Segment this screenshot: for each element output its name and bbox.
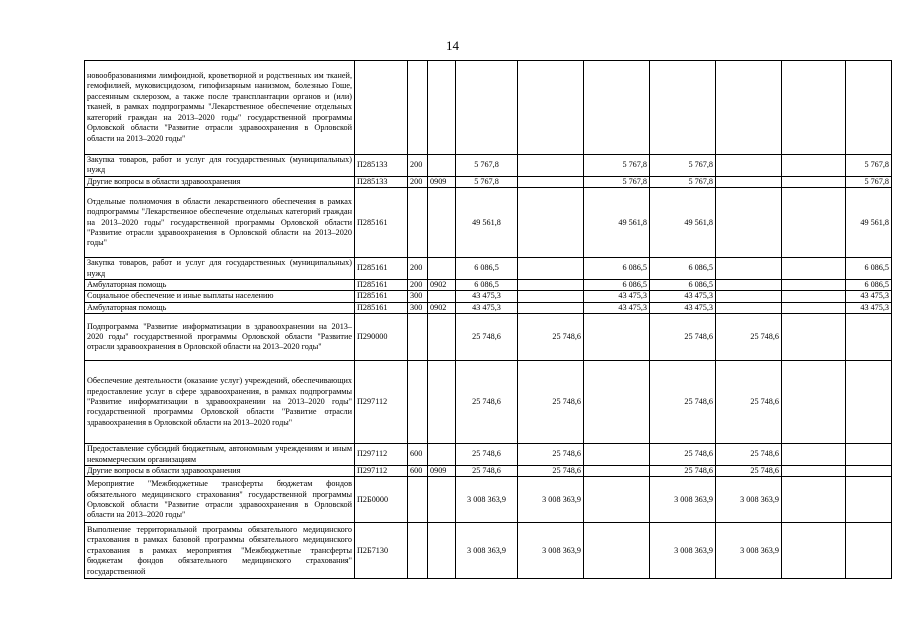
table-row (85, 302, 892, 313)
table-row (85, 314, 892, 361)
section-subsection-code (428, 155, 456, 177)
amount-col-4: 25 748,6 (650, 444, 716, 466)
section-subsection-code (428, 258, 456, 280)
item-description: Другие вопросы в области здравоохранения (85, 176, 355, 187)
amount-col-6 (782, 188, 846, 258)
target-article-code: П285161 (355, 258, 408, 280)
amount-col-5 (716, 258, 782, 280)
amount-total: 5 767,8 (456, 155, 518, 177)
amount-col-3: 6 086,5 (584, 280, 650, 291)
item-description: новообразованиями лимфоидной, кроветворной и родственных им тканей, гемофилией, муковисцидозом, гипофизарным нанизмом, болезнью Гоше, рассеянным склерозом, а также после трансплантации органов и (или) тканей, в рамках подпрограммы "Лекарственное обеспечение отдельных категорий граждан на 2013–2020 годы" государственной программы Орловской области "Развитие отрасли здравоохранения в Орловской области на 2013–2020 годы" (85, 61, 355, 155)
amount-col-6 (782, 155, 846, 177)
amount-col-7 (846, 477, 892, 523)
expense-type-code (408, 523, 428, 579)
expense-type-code: 200 (408, 176, 428, 187)
item-description: Закупка товаров, работ и услуг для государственных (муниципальных) нужд (85, 258, 355, 280)
expense-type-code: 200 (408, 280, 428, 291)
amount-col-7: 43 475,3 (846, 302, 892, 313)
target-article-code: П285133 (355, 155, 408, 177)
amount-total: 3 008 363,9 (456, 523, 518, 579)
amount-col-5 (716, 155, 782, 177)
amount-col-5 (716, 61, 782, 155)
amount-col-2: 3 008 363,9 (518, 477, 584, 523)
section-subsection-code (428, 477, 456, 523)
amount-col-7: 5 767,8 (846, 176, 892, 187)
section-subsection-code: 0902 (428, 302, 456, 313)
amount-col-3 (584, 523, 650, 579)
amount-col-7 (846, 523, 892, 579)
amount-col-7 (846, 466, 892, 477)
amount-col-2: 25 748,6 (518, 314, 584, 361)
item-description: Предоставление субсидий бюджетным, автономным учреждениям и иным некоммерческим организациям (85, 444, 355, 466)
amount-col-5 (716, 176, 782, 187)
amount-col-4: 3 008 363,9 (650, 523, 716, 579)
amount-col-4: 43 475,3 (650, 291, 716, 302)
section-subsection-code (428, 523, 456, 579)
amount-col-5 (716, 280, 782, 291)
expense-type-code (408, 477, 428, 523)
budget-table (84, 60, 892, 579)
amount-col-5 (716, 302, 782, 313)
amount-col-6 (782, 361, 846, 444)
amount-total: 43 475,3 (456, 302, 518, 313)
amount-col-3 (584, 444, 650, 466)
amount-col-6 (782, 523, 846, 579)
amount-col-6 (782, 477, 846, 523)
amount-col-3 (584, 477, 650, 523)
item-description: Обеспечение деятельности (оказание услуг) учреждений, обеспечивающих предоставление услуг в сфере здравоохранения, в рамках подпрограммы "Развитие информатизации в здравоохранении на 2013–2020 годы" государственной программы Орловской области "Развитие отрасли здравоохранения в Орловской области на 2013–2020 годы" (85, 361, 355, 444)
expense-type-code (408, 61, 428, 155)
amount-col-6 (782, 258, 846, 280)
amount-col-4: 6 086,5 (650, 280, 716, 291)
amount-col-6 (782, 291, 846, 302)
target-article-code: П290000 (355, 314, 408, 361)
amount-col-2 (518, 188, 584, 258)
amount-col-4: 43 475,3 (650, 302, 716, 313)
table-row (85, 258, 892, 280)
amount-col-2 (518, 291, 584, 302)
amount-col-7 (846, 444, 892, 466)
amount-col-3: 5 767,8 (584, 155, 650, 177)
item-description: Другие вопросы в области здравоохранения (85, 466, 355, 477)
amount-col-7: 49 561,8 (846, 188, 892, 258)
amount-col-3: 49 561,8 (584, 188, 650, 258)
section-subsection-code: 0909 (428, 466, 456, 477)
table-row (85, 291, 892, 302)
target-article-code: П285161 (355, 280, 408, 291)
expense-type-code: 300 (408, 302, 428, 313)
section-subsection-code: 0909 (428, 176, 456, 187)
amount-col-3 (584, 314, 650, 361)
target-article-code: П285161 (355, 188, 408, 258)
expense-type-code (408, 361, 428, 444)
amount-col-2: 25 748,6 (518, 444, 584, 466)
target-article-code: П285133 (355, 176, 408, 187)
amount-total: 6 086,5 (456, 280, 518, 291)
section-subsection-code (428, 361, 456, 444)
amount-col-7: 5 767,8 (846, 155, 892, 177)
item-description: Отдельные полномочия в области лекарственного обеспечения в рамках подпрограммы "Лекарственное обеспечение отдельных категорий граждан на 2013–2020 годы" государственной программы Орловской области "Развитие отрасли здравоохранения в Орловской области на 2013–2020 годы" (85, 188, 355, 258)
amount-col-6 (782, 176, 846, 187)
item-description: Мероприятие "Межбюджетные трансферты бюджетам фондов обязательного медицинского страхования" государственной программы Орловской области "Развитие отрасли здравоохранения в Орловской области на 2013–2020 годы" (85, 477, 355, 523)
amount-total: 5 767,8 (456, 176, 518, 187)
target-article-code: П2Б0000 (355, 477, 408, 523)
amount-total: 25 748,6 (456, 361, 518, 444)
amount-col-5: 25 748,6 (716, 314, 782, 361)
amount-col-4: 6 086,5 (650, 258, 716, 280)
target-article-code (355, 61, 408, 155)
amount-col-2 (518, 61, 584, 155)
amount-col-3: 43 475,3 (584, 302, 650, 313)
item-description: Амбулаторная помощь (85, 302, 355, 313)
amount-col-5: 25 748,6 (716, 466, 782, 477)
amount-total: 25 748,6 (456, 314, 518, 361)
amount-col-4: 5 767,8 (650, 155, 716, 177)
table-row (85, 466, 892, 477)
amount-col-3: 5 767,8 (584, 176, 650, 187)
amount-total: 3 008 363,9 (456, 477, 518, 523)
amount-col-5 (716, 188, 782, 258)
amount-col-4: 3 008 363,9 (650, 477, 716, 523)
target-article-code: П297112 (355, 466, 408, 477)
table-row (85, 444, 892, 466)
amount-total: 6 086,5 (456, 258, 518, 280)
item-description: Социальное обеспечение и иные выплаты населению (85, 291, 355, 302)
section-subsection-code (428, 188, 456, 258)
amount-col-6 (782, 314, 846, 361)
amount-col-7: 6 086,5 (846, 258, 892, 280)
amount-col-6 (782, 466, 846, 477)
section-subsection-code (428, 314, 456, 361)
expense-type-code: 600 (408, 466, 428, 477)
item-description: Выполнение территориальной программы обязательного медицинского страхования в рамках базовой программы обязательного медицинского страхования в рамках мероприятия "Межбюджетные трансферты бюджетам фондов обязательного медицинского страхования" государственной (85, 523, 355, 579)
amount-total: 43 475,3 (456, 291, 518, 302)
amount-col-2 (518, 258, 584, 280)
amount-col-7 (846, 314, 892, 361)
target-article-code: П285161 (355, 302, 408, 313)
amount-col-6 (782, 444, 846, 466)
amount-col-4: 25 748,6 (650, 466, 716, 477)
item-description: Закупка товаров, работ и услуг для государственных (муниципальных) нужд (85, 155, 355, 177)
expense-type-code: 300 (408, 291, 428, 302)
amount-col-3: 6 086,5 (584, 258, 650, 280)
amount-col-5: 25 748,6 (716, 361, 782, 444)
amount-col-3: 43 475,3 (584, 291, 650, 302)
amount-col-7 (846, 361, 892, 444)
amount-col-4: 25 748,6 (650, 361, 716, 444)
amount-col-5: 25 748,6 (716, 444, 782, 466)
amount-col-7: 43 475,3 (846, 291, 892, 302)
table-row (85, 477, 892, 523)
amount-col-6 (782, 302, 846, 313)
amount-col-6 (782, 280, 846, 291)
amount-col-3 (584, 361, 650, 444)
table-row (85, 61, 892, 155)
table-row (85, 280, 892, 291)
amount-col-5 (716, 291, 782, 302)
table-row (85, 188, 892, 258)
amount-col-4: 5 767,8 (650, 176, 716, 187)
amount-col-2: 25 748,6 (518, 361, 584, 444)
amount-col-4: 25 748,6 (650, 314, 716, 361)
item-description: Амбулаторная помощь (85, 280, 355, 291)
amount-col-4: 49 561,8 (650, 188, 716, 258)
table-row (85, 176, 892, 187)
amount-col-2 (518, 302, 584, 313)
item-description: Подпрограмма "Развитие информатизации в здравоохранении на 2013–2020 годы" государственной программы Орловской области "Развитие отрасли здравоохранения в Орловской области на 2013–2020 годы" (85, 314, 355, 361)
target-article-code: П2Б7130 (355, 523, 408, 579)
page-number: 14 (446, 38, 459, 53)
amount-col-2: 3 008 363,9 (518, 523, 584, 579)
target-article-code: П297112 (355, 361, 408, 444)
amount-col-2 (518, 155, 584, 177)
table-row (85, 523, 892, 579)
amount-col-3 (584, 466, 650, 477)
section-subsection-code (428, 444, 456, 466)
amount-col-6 (782, 61, 846, 155)
amount-total: 25 748,6 (456, 466, 518, 477)
target-article-code: П297112 (355, 444, 408, 466)
expense-type-code (408, 314, 428, 361)
amount-col-7: 6 086,5 (846, 280, 892, 291)
amount-col-2: 25 748,6 (518, 466, 584, 477)
amount-col-3 (584, 61, 650, 155)
amount-total: 49 561,8 (456, 188, 518, 258)
amount-col-2 (518, 176, 584, 187)
amount-col-2 (518, 280, 584, 291)
amount-col-5: 3 008 363,9 (716, 523, 782, 579)
amount-col-4 (650, 61, 716, 155)
table-body (85, 61, 892, 579)
section-subsection-code: 0902 (428, 280, 456, 291)
expense-type-code: 200 (408, 258, 428, 280)
section-subsection-code (428, 61, 456, 155)
amount-total (456, 61, 518, 155)
amount-col-7 (846, 61, 892, 155)
amount-total: 25 748,6 (456, 444, 518, 466)
amount-col-5: 3 008 363,9 (716, 477, 782, 523)
table-row (85, 361, 892, 444)
target-article-code: П285161 (355, 291, 408, 302)
expense-type-code: 200 (408, 155, 428, 177)
table-row (85, 155, 892, 177)
expense-type-code (408, 188, 428, 258)
section-subsection-code (428, 291, 456, 302)
expense-type-code: 600 (408, 444, 428, 466)
